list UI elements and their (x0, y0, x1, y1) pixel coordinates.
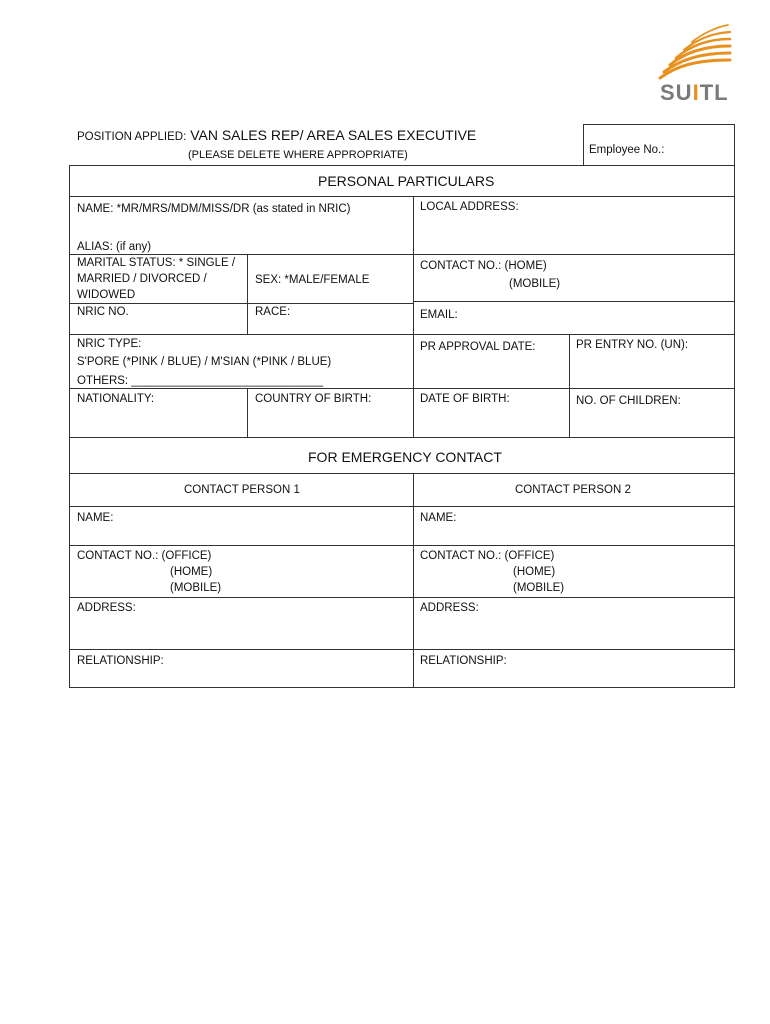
nric-no-field: NRIC NO. (77, 306, 129, 318)
local-address-field: LOCAL ADDRESS: (420, 201, 519, 213)
contact-1-name: NAME: (77, 512, 114, 524)
marital-status-line-2: MARRIED / DIVORCED / (77, 273, 207, 285)
children-field: NO. OF CHILDREN: (576, 395, 681, 407)
contact-2-home: (HOME) (513, 566, 556, 578)
position-applied-value: VAN SALES REP/ AREA SALES EXECUTIVE (190, 127, 477, 143)
contact-home-field: CONTACT NO.: (HOME) (420, 260, 547, 272)
pr-entry-no-field: PR ENTRY NO. (UN): (576, 339, 689, 351)
contact-1-office: CONTACT NO.: (OFFICE) (77, 550, 212, 562)
contact-2-address: ADDRESS: (420, 602, 479, 614)
contact-1-mobile: (MOBILE) (170, 582, 222, 594)
delete-note: (PLEASE DELETE WHERE APPROPRIATE) (188, 149, 408, 161)
position-applied-line (77, 127, 476, 143)
contact-person-2-header: CONTACT PERSON 2 (515, 484, 631, 496)
contact-2-name: NAME: (420, 512, 457, 524)
sex-field: SEX: *MALE/FEMALE (255, 274, 370, 286)
sutl-logo-swoosh-icon (656, 20, 736, 82)
contact-1-home: (HOME) (170, 566, 213, 578)
position-applied-label: POSITION APPLIED: (77, 131, 187, 143)
alias-field: ALIAS: (if any) (77, 241, 152, 253)
contact-2-office: CONTACT NO.: (OFFICE) (420, 550, 555, 562)
date-of-birth-field: DATE OF BIRTH: (420, 393, 510, 405)
contact-2-mobile: (MOBILE) (513, 582, 565, 594)
contact-1-relationship: RELATIONSHIP: (77, 655, 164, 667)
nationality-field: NATIONALITY: (77, 393, 155, 405)
sutl-logo-text: SUITL (660, 80, 729, 105)
contact-person-1-header: CONTACT PERSON 1 (184, 484, 300, 496)
email-field: EMAIL: (420, 309, 458, 321)
pr-approval-date-field: PR APPROVAL DATE: (420, 341, 536, 353)
contact-mobile-field: (MOBILE) (509, 278, 561, 290)
name-field: NAME: *MR/MRS/MDM/MISS/DR (as stated in NRIC) (77, 203, 351, 215)
marital-status-line-1: MARITAL STATUS: * SINGLE / (77, 257, 236, 269)
emergency-contact-title: FOR EMERGENCY CONTACT (308, 449, 502, 465)
contact-2-relationship: RELATIONSHIP: (420, 655, 507, 667)
nric-others-option: OTHERS: ______________________________ (77, 375, 324, 387)
marital-status-line-3: WIDOWED (77, 289, 136, 301)
race-field: RACE: (255, 306, 291, 318)
nric-type-field: NRIC TYPE: (77, 338, 142, 350)
nric-spore-option: S'PORE (*PINK / BLUE) / M'SIAN (*PINK / BLUE) (77, 356, 332, 368)
personal-particulars-title: PERSONAL PARTICULARS (318, 173, 495, 189)
country-of-birth-field: COUNTRY OF BIRTH: (255, 393, 372, 405)
employee-no-label: Employee No.: (589, 144, 665, 156)
contact-1-address: ADDRESS: (77, 602, 136, 614)
